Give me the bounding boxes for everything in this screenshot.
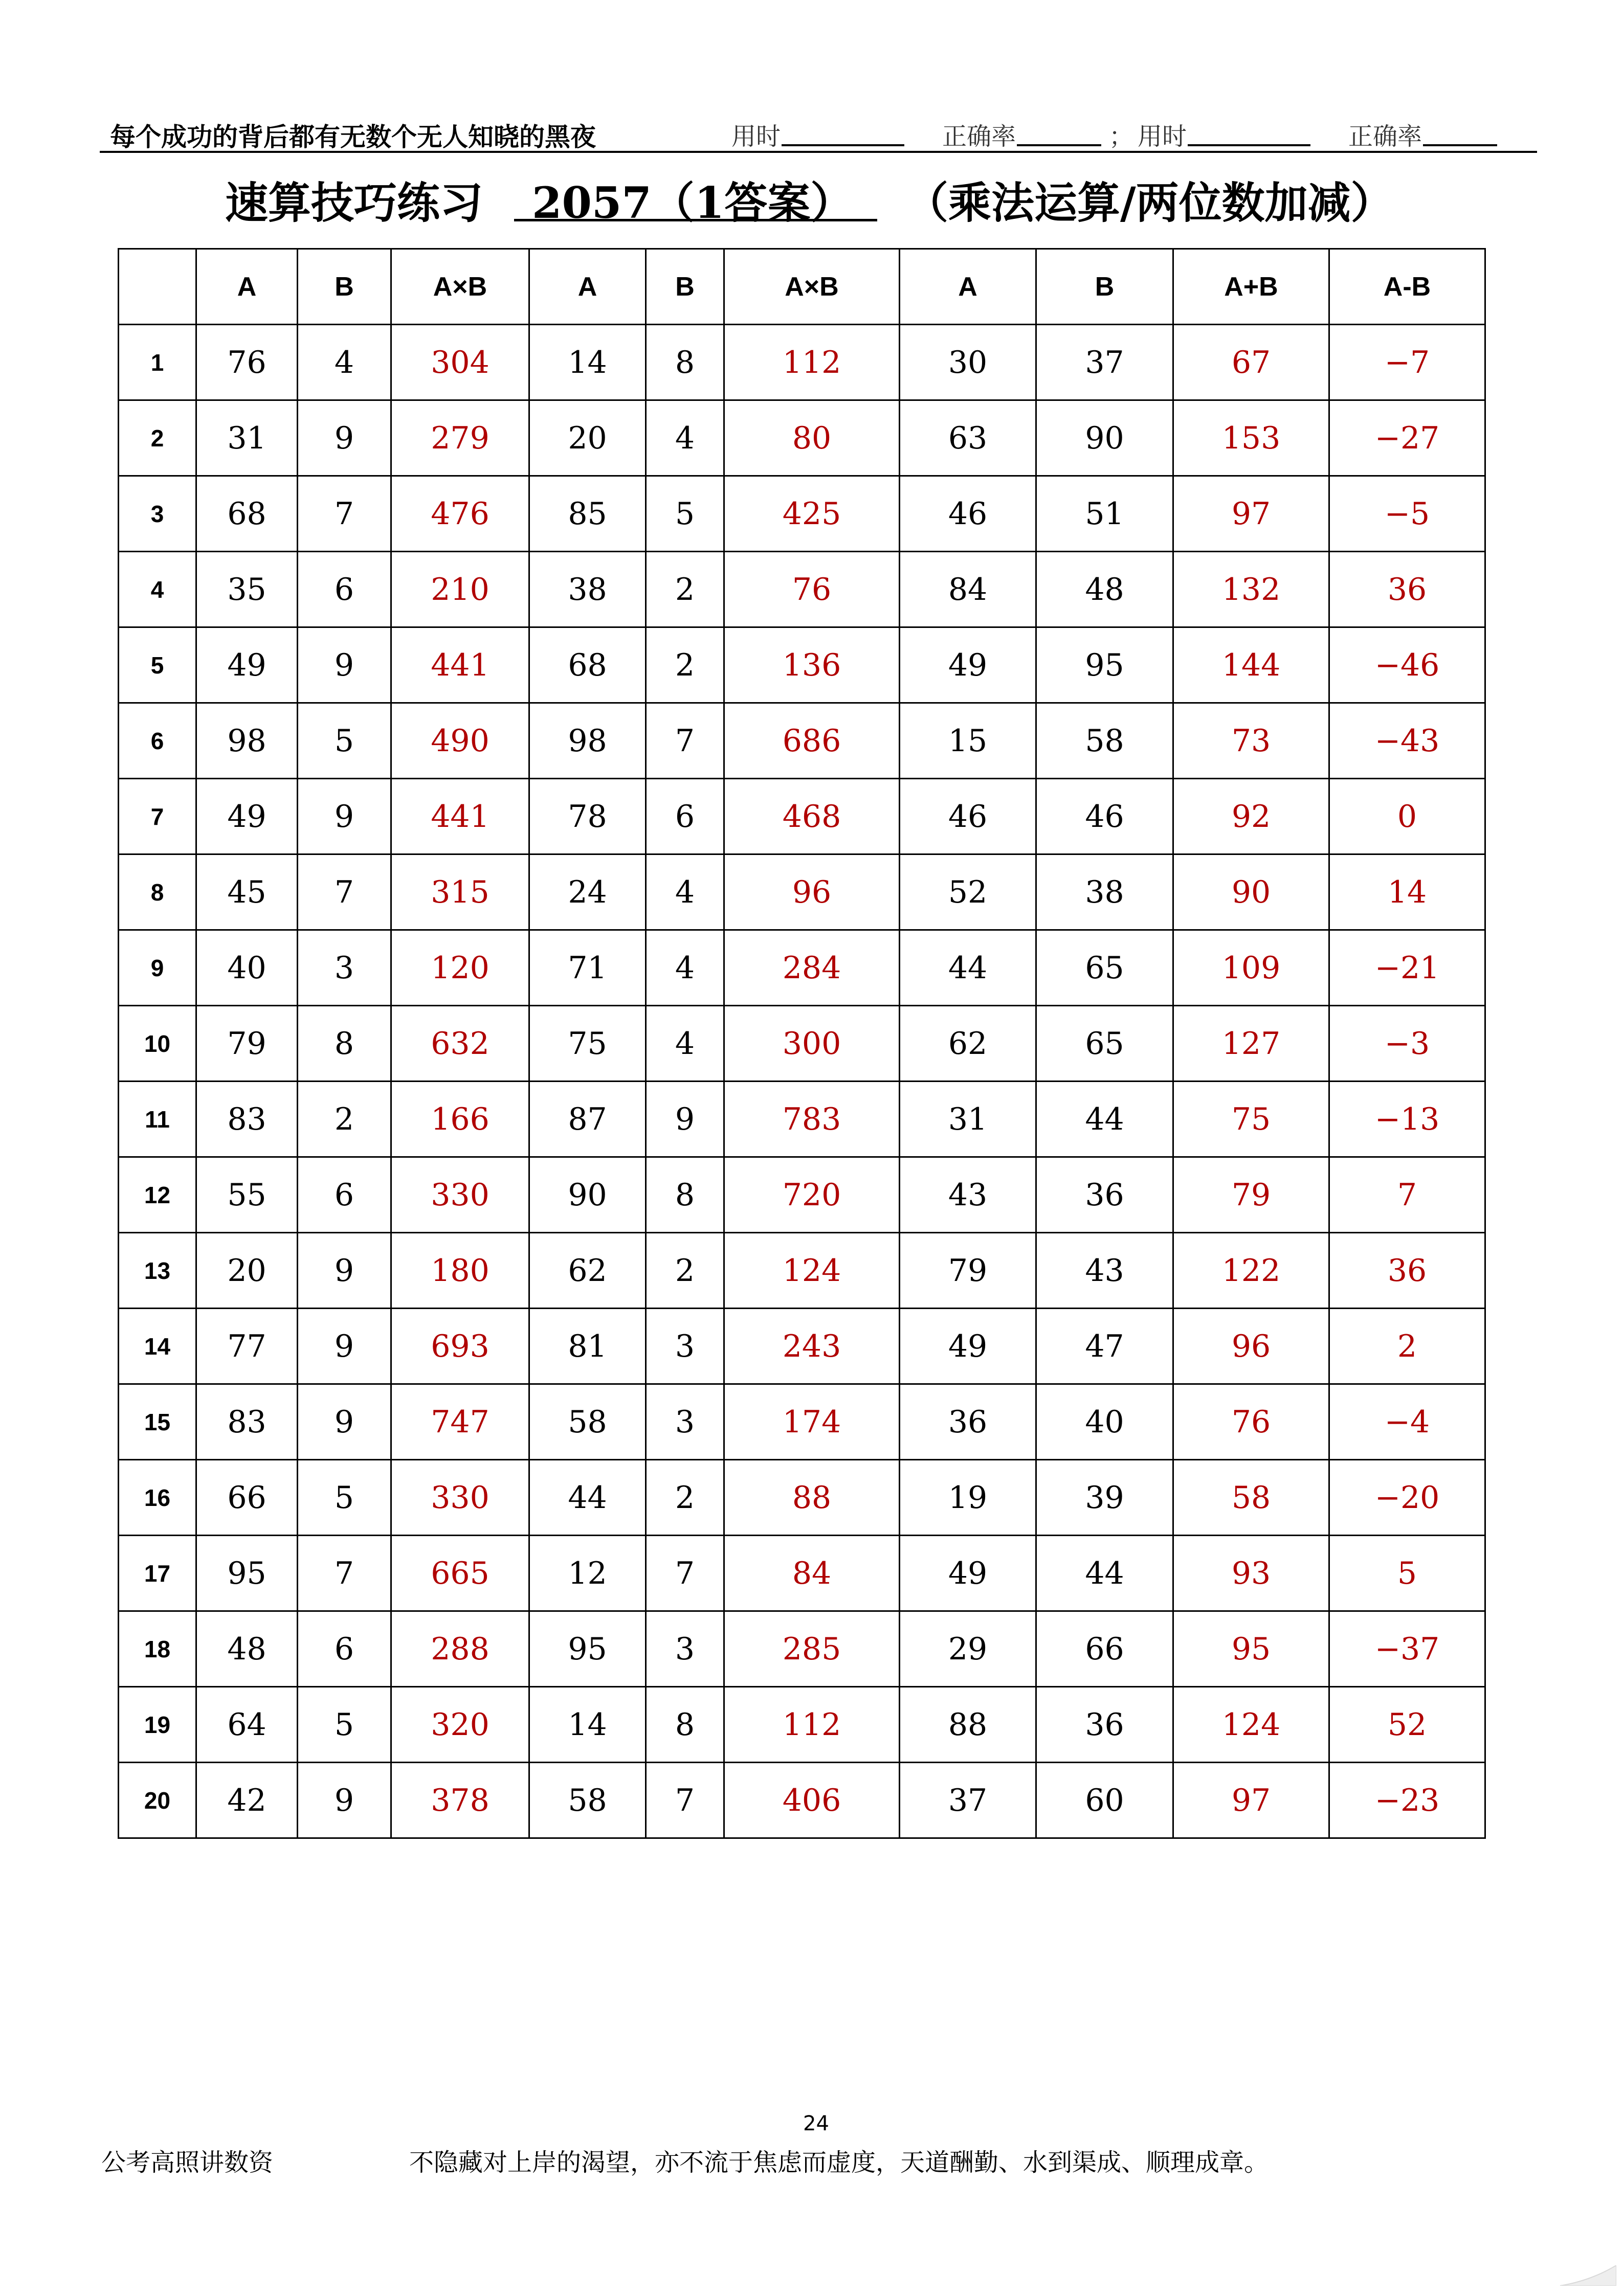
cell-product1: 330 xyxy=(391,1157,529,1233)
table-header-row xyxy=(119,249,1485,325)
cell-a2: 85 xyxy=(529,476,646,552)
cell-row-index: 5 xyxy=(119,627,196,703)
cell-a2: 68 xyxy=(529,627,646,703)
cell-product2: 300 xyxy=(724,1006,900,1082)
table-row xyxy=(119,930,1485,1006)
cell-a1: 49 xyxy=(196,627,298,703)
cell-a1: 48 xyxy=(196,1611,298,1687)
cell-a1: 79 xyxy=(196,1006,298,1082)
cell-a1: 95 xyxy=(196,1536,298,1611)
cell-product2: 112 xyxy=(724,1687,900,1763)
cell-a3: 79 xyxy=(900,1233,1036,1309)
cell-product2: 284 xyxy=(724,930,900,1006)
cell-sum: 153 xyxy=(1173,400,1329,476)
cell-a1: 66 xyxy=(196,1460,298,1536)
header-10: A-B xyxy=(1329,249,1485,325)
cell-b1: 4 xyxy=(298,325,391,400)
cell-row-index: 17 xyxy=(119,1536,196,1611)
cell-a2: 81 xyxy=(529,1309,646,1384)
cell-product1: 180 xyxy=(391,1233,529,1309)
cell-product1: 320 xyxy=(391,1687,529,1763)
cell-b3: 65 xyxy=(1036,930,1173,1006)
cell-b2: 3 xyxy=(646,1611,724,1687)
cell-row-index: 7 xyxy=(119,779,196,854)
cell-a3: 84 xyxy=(900,552,1036,627)
header-9: A+B xyxy=(1173,249,1329,325)
cell-product1: 441 xyxy=(391,779,529,854)
cell-product2: 76 xyxy=(724,552,900,627)
cell-b3: 39 xyxy=(1036,1460,1173,1536)
header-4: A xyxy=(529,249,646,325)
cell-sum: 127 xyxy=(1173,1006,1329,1082)
cell-a2: 44 xyxy=(529,1460,646,1536)
cell-product1: 441 xyxy=(391,627,529,703)
header-1: A xyxy=(196,249,298,325)
cell-b1: 7 xyxy=(298,476,391,552)
cell-product1: 120 xyxy=(391,930,529,1006)
cell-b1: 9 xyxy=(298,1309,391,1384)
cell-product2: 84 xyxy=(724,1536,900,1611)
cell-sum: 58 xyxy=(1173,1460,1329,1536)
cell-b2: 6 xyxy=(646,779,724,854)
table-row xyxy=(119,1460,1485,1536)
table-row xyxy=(119,1763,1485,1838)
cell-row-index: 20 xyxy=(119,1763,196,1838)
cell-b2: 4 xyxy=(646,400,724,476)
cell-b1: 5 xyxy=(298,1460,391,1536)
time-label-1: 用时 xyxy=(731,122,781,151)
cell-b2: 3 xyxy=(646,1309,724,1384)
cell-b1: 9 xyxy=(298,400,391,476)
cell-a2: 12 xyxy=(529,1536,646,1611)
cell-a2: 95 xyxy=(529,1611,646,1687)
cell-a1: 68 xyxy=(196,476,298,552)
cell-product1: 693 xyxy=(391,1309,529,1384)
cell-a3: 44 xyxy=(900,930,1036,1006)
cell-b3: 44 xyxy=(1036,1082,1173,1157)
cell-a1: 49 xyxy=(196,779,298,854)
cell-difference: −27 xyxy=(1329,400,1485,476)
cell-a3: 37 xyxy=(900,1763,1036,1838)
cell-product1: 747 xyxy=(391,1384,529,1460)
cell-a1: 42 xyxy=(196,1763,298,1838)
cell-row-index: 12 xyxy=(119,1157,196,1233)
cell-b1: 9 xyxy=(298,1384,391,1460)
cell-row-index: 13 xyxy=(119,1233,196,1309)
cell-a3: 49 xyxy=(900,627,1036,703)
cell-a1: 83 xyxy=(196,1384,298,1460)
cell-a3: 36 xyxy=(900,1384,1036,1460)
cell-difference: −3 xyxy=(1329,1006,1485,1082)
cell-b1: 6 xyxy=(298,1157,391,1233)
cell-difference: 7 xyxy=(1329,1157,1485,1233)
cell-product1: 166 xyxy=(391,1082,529,1157)
cell-b2: 8 xyxy=(646,325,724,400)
cell-product1: 288 xyxy=(391,1611,529,1687)
cell-b3: 46 xyxy=(1036,779,1173,854)
cell-product2: 285 xyxy=(724,1611,900,1687)
cell-a2: 14 xyxy=(529,1687,646,1763)
table-row xyxy=(119,1157,1485,1233)
cell-row-index: 9 xyxy=(119,930,196,1006)
cell-sum: 93 xyxy=(1173,1536,1329,1611)
cell-difference: −20 xyxy=(1329,1460,1485,1536)
cell-product1: 476 xyxy=(391,476,529,552)
page-curl-icon xyxy=(1560,2265,1616,2286)
cell-row-index: 1 xyxy=(119,325,196,400)
cell-product2: 88 xyxy=(724,1460,900,1536)
cell-product1: 665 xyxy=(391,1536,529,1611)
accuracy-blank-1[interactable] xyxy=(1017,144,1101,146)
cell-difference: 14 xyxy=(1329,854,1485,930)
cell-sum: 97 xyxy=(1173,1763,1329,1838)
cell-difference: −13 xyxy=(1329,1082,1485,1157)
cell-product2: 96 xyxy=(724,854,900,930)
cell-sum: 90 xyxy=(1173,854,1329,930)
cell-difference: −7 xyxy=(1329,325,1485,400)
cell-row-index: 4 xyxy=(119,552,196,627)
cell-a3: 30 xyxy=(900,325,1036,400)
answer-table xyxy=(118,248,1486,1839)
table-row xyxy=(119,1611,1485,1687)
cell-a2: 14 xyxy=(529,325,646,400)
cell-difference: 2 xyxy=(1329,1309,1485,1384)
cell-a3: 19 xyxy=(900,1460,1036,1536)
cell-a2: 98 xyxy=(529,703,646,779)
cell-a3: 49 xyxy=(900,1309,1036,1384)
cell-b2: 2 xyxy=(646,1233,724,1309)
cell-b2: 2 xyxy=(646,552,724,627)
cell-b3: 65 xyxy=(1036,1006,1173,1082)
cell-b1: 6 xyxy=(298,552,391,627)
cell-a3: 52 xyxy=(900,854,1036,930)
table-row xyxy=(119,400,1485,476)
cell-b1: 3 xyxy=(298,930,391,1006)
cell-b2: 8 xyxy=(646,1687,724,1763)
header-2: B xyxy=(298,249,391,325)
cell-a1: 98 xyxy=(196,703,298,779)
cell-row-index: 15 xyxy=(119,1384,196,1460)
cell-a3: 46 xyxy=(900,476,1036,552)
cell-b3: 38 xyxy=(1036,854,1173,930)
cell-sum: 132 xyxy=(1173,552,1329,627)
cell-a3: 88 xyxy=(900,1687,1036,1763)
cell-product1: 279 xyxy=(391,400,529,476)
cell-product2: 243 xyxy=(724,1309,900,1384)
cell-b3: 36 xyxy=(1036,1157,1173,1233)
table-row xyxy=(119,1082,1485,1157)
cell-a1: 20 xyxy=(196,1233,298,1309)
cell-b3: 47 xyxy=(1036,1309,1173,1384)
cell-product2: 425 xyxy=(724,476,900,552)
cell-sum: 67 xyxy=(1173,325,1329,400)
cell-difference: −4 xyxy=(1329,1384,1485,1460)
cell-difference: 0 xyxy=(1329,779,1485,854)
table-row xyxy=(119,1233,1485,1309)
cell-difference: −37 xyxy=(1329,1611,1485,1687)
cell-product1: 378 xyxy=(391,1763,529,1838)
cell-b2: 3 xyxy=(646,1384,724,1460)
cell-product1: 490 xyxy=(391,703,529,779)
cell-sum: 76 xyxy=(1173,1384,1329,1460)
cell-b3: 95 xyxy=(1036,627,1173,703)
cell-product2: 124 xyxy=(724,1233,900,1309)
header-index xyxy=(119,249,196,325)
cell-difference: −46 xyxy=(1329,627,1485,703)
cell-product2: 112 xyxy=(724,325,900,400)
cell-product2: 468 xyxy=(724,779,900,854)
cell-a1: 35 xyxy=(196,552,298,627)
table-row xyxy=(119,703,1485,779)
header-3: A×B xyxy=(391,249,529,325)
cell-product1: 304 xyxy=(391,325,529,400)
cell-b1: 9 xyxy=(298,779,391,854)
cell-a2: 87 xyxy=(529,1082,646,1157)
cell-a2: 90 xyxy=(529,1157,646,1233)
cell-product2: 720 xyxy=(724,1157,900,1233)
accuracy-label-1: 正确率 xyxy=(942,122,1016,151)
cell-sum: 75 xyxy=(1173,1082,1329,1157)
header-rule xyxy=(100,151,1537,153)
cell-product1: 330 xyxy=(391,1460,529,1536)
cell-a2: 58 xyxy=(529,1384,646,1460)
cell-b3: 90 xyxy=(1036,400,1173,476)
cell-b2: 4 xyxy=(646,930,724,1006)
cell-a1: 55 xyxy=(196,1157,298,1233)
cell-a2: 71 xyxy=(529,930,646,1006)
cell-sum: 97 xyxy=(1173,476,1329,552)
cell-b3: 44 xyxy=(1036,1536,1173,1611)
cell-a2: 38 xyxy=(529,552,646,627)
table-row xyxy=(119,552,1485,627)
cell-sum: 95 xyxy=(1173,1611,1329,1687)
page-number: 24 xyxy=(803,2112,829,2135)
title-subtitle: （乘法运算/两位数加减） xyxy=(905,177,1394,228)
cell-difference: 36 xyxy=(1329,1233,1485,1309)
table-row xyxy=(119,1536,1485,1611)
cell-row-index: 10 xyxy=(119,1006,196,1082)
cell-b1: 9 xyxy=(298,1233,391,1309)
cell-row-index: 16 xyxy=(119,1460,196,1536)
cell-row-index: 6 xyxy=(119,703,196,779)
cell-product2: 136 xyxy=(724,627,900,703)
cell-product2: 80 xyxy=(724,400,900,476)
time-label-2: 用时 xyxy=(1138,122,1187,151)
cell-b3: 58 xyxy=(1036,703,1173,779)
cell-sum: 144 xyxy=(1173,627,1329,703)
cell-product2: 686 xyxy=(724,703,900,779)
cell-a1: 45 xyxy=(196,854,298,930)
cell-b3: 51 xyxy=(1036,476,1173,552)
cell-a2: 20 xyxy=(529,400,646,476)
header-8: B xyxy=(1036,249,1173,325)
cell-a3: 63 xyxy=(900,400,1036,476)
cell-sum: 122 xyxy=(1173,1233,1329,1309)
cell-product1: 210 xyxy=(391,552,529,627)
cell-b2: 5 xyxy=(646,476,724,552)
cell-b3: 37 xyxy=(1036,325,1173,400)
cell-sum: 79 xyxy=(1173,1157,1329,1233)
cell-sum: 109 xyxy=(1173,930,1329,1006)
cell-b1: 5 xyxy=(298,1687,391,1763)
cell-difference: −21 xyxy=(1329,930,1485,1006)
cell-b2: 7 xyxy=(646,703,724,779)
table-row xyxy=(119,854,1485,930)
cell-a1: 83 xyxy=(196,1082,298,1157)
time-blank-2[interactable] xyxy=(1188,144,1310,146)
cell-product1: 315 xyxy=(391,854,529,930)
cell-sum: 92 xyxy=(1173,779,1329,854)
cell-a2: 62 xyxy=(529,1233,646,1309)
accuracy-blank-2[interactable] xyxy=(1423,144,1497,146)
title-underline xyxy=(514,219,877,221)
cell-a3: 15 xyxy=(900,703,1036,779)
accuracy-label-2: 正确率 xyxy=(1348,122,1422,151)
cell-b2: 9 xyxy=(646,1082,724,1157)
cell-b1: 8 xyxy=(298,1006,391,1082)
cell-a1: 76 xyxy=(196,325,298,400)
cell-b3: 48 xyxy=(1036,552,1173,627)
title-code: 2057（1答案） xyxy=(532,177,854,228)
footer-quote: 不隐藏对上岸的渴望，亦不流于焦虑而虚度，天道酬勤、水到渠成、顺理成章。 xyxy=(409,2148,1269,2177)
cell-b1: 6 xyxy=(298,1611,391,1687)
footer-source: 公考高照讲数资 xyxy=(101,2148,274,2177)
cell-b1: 2 xyxy=(298,1082,391,1157)
cell-a3: 29 xyxy=(900,1611,1036,1687)
cell-sum: 73 xyxy=(1173,703,1329,779)
table-row xyxy=(119,1687,1485,1763)
cell-b1: 5 xyxy=(298,703,391,779)
cell-b2: 4 xyxy=(646,854,724,930)
cell-row-index: 19 xyxy=(119,1687,196,1763)
cell-row-index: 2 xyxy=(119,400,196,476)
cell-a2: 58 xyxy=(529,1763,646,1838)
cell-b2: 4 xyxy=(646,1006,724,1082)
cell-a1: 40 xyxy=(196,930,298,1006)
header-7: A xyxy=(900,249,1036,325)
header-6: A×B xyxy=(724,249,900,325)
cell-a2: 78 xyxy=(529,779,646,854)
page-title: 速算技巧练习 xyxy=(225,177,483,228)
header-5: B xyxy=(646,249,724,325)
header-motto: 每个成功的背后都有无数个无人知晓的黑夜 xyxy=(110,122,596,152)
time-blank-1[interactable] xyxy=(782,144,904,146)
cell-row-index: 14 xyxy=(119,1309,196,1384)
cell-a1: 64 xyxy=(196,1687,298,1763)
cell-difference: −23 xyxy=(1329,1763,1485,1838)
cell-b3: 36 xyxy=(1036,1687,1173,1763)
cell-b2: 7 xyxy=(646,1763,724,1838)
cell-row-index: 8 xyxy=(119,854,196,930)
cell-a3: 43 xyxy=(900,1157,1036,1233)
cell-b1: 7 xyxy=(298,854,391,930)
table-row xyxy=(119,627,1485,703)
cell-b1: 9 xyxy=(298,627,391,703)
cell-b3: 60 xyxy=(1036,1763,1173,1838)
cell-b2: 2 xyxy=(646,627,724,703)
cell-a1: 31 xyxy=(196,400,298,476)
cell-product1: 632 xyxy=(391,1006,529,1082)
cell-b1: 7 xyxy=(298,1536,391,1611)
cell-b2: 7 xyxy=(646,1536,724,1611)
table-row xyxy=(119,1384,1485,1460)
cell-a3: 46 xyxy=(900,779,1036,854)
cell-b3: 66 xyxy=(1036,1611,1173,1687)
cell-b2: 8 xyxy=(646,1157,724,1233)
table-row xyxy=(119,476,1485,552)
cell-b3: 40 xyxy=(1036,1384,1173,1460)
cell-a3: 49 xyxy=(900,1536,1036,1611)
cell-difference: −43 xyxy=(1329,703,1485,779)
table-row xyxy=(119,325,1485,400)
cell-a1: 77 xyxy=(196,1309,298,1384)
cell-difference: 52 xyxy=(1329,1687,1485,1763)
cell-difference: 36 xyxy=(1329,552,1485,627)
cell-b1: 9 xyxy=(298,1763,391,1838)
cell-difference: −5 xyxy=(1329,476,1485,552)
cell-a3: 31 xyxy=(900,1082,1036,1157)
cell-product2: 783 xyxy=(724,1082,900,1157)
cell-difference: 5 xyxy=(1329,1536,1485,1611)
cell-row-index: 18 xyxy=(119,1611,196,1687)
cell-product2: 406 xyxy=(724,1763,900,1838)
header-separator: ； xyxy=(1109,122,1134,151)
cell-a3: 62 xyxy=(900,1006,1036,1082)
cell-sum: 96 xyxy=(1173,1309,1329,1384)
cell-sum: 124 xyxy=(1173,1687,1329,1763)
table-row xyxy=(119,1006,1485,1082)
cell-a2: 75 xyxy=(529,1006,646,1082)
table-row xyxy=(119,1309,1485,1384)
cell-product2: 174 xyxy=(724,1384,900,1460)
cell-row-index: 11 xyxy=(119,1082,196,1157)
cell-b3: 43 xyxy=(1036,1233,1173,1309)
table-row xyxy=(119,779,1485,854)
cell-row-index: 3 xyxy=(119,476,196,552)
cell-a2: 24 xyxy=(529,854,646,930)
cell-b2: 2 xyxy=(646,1460,724,1536)
